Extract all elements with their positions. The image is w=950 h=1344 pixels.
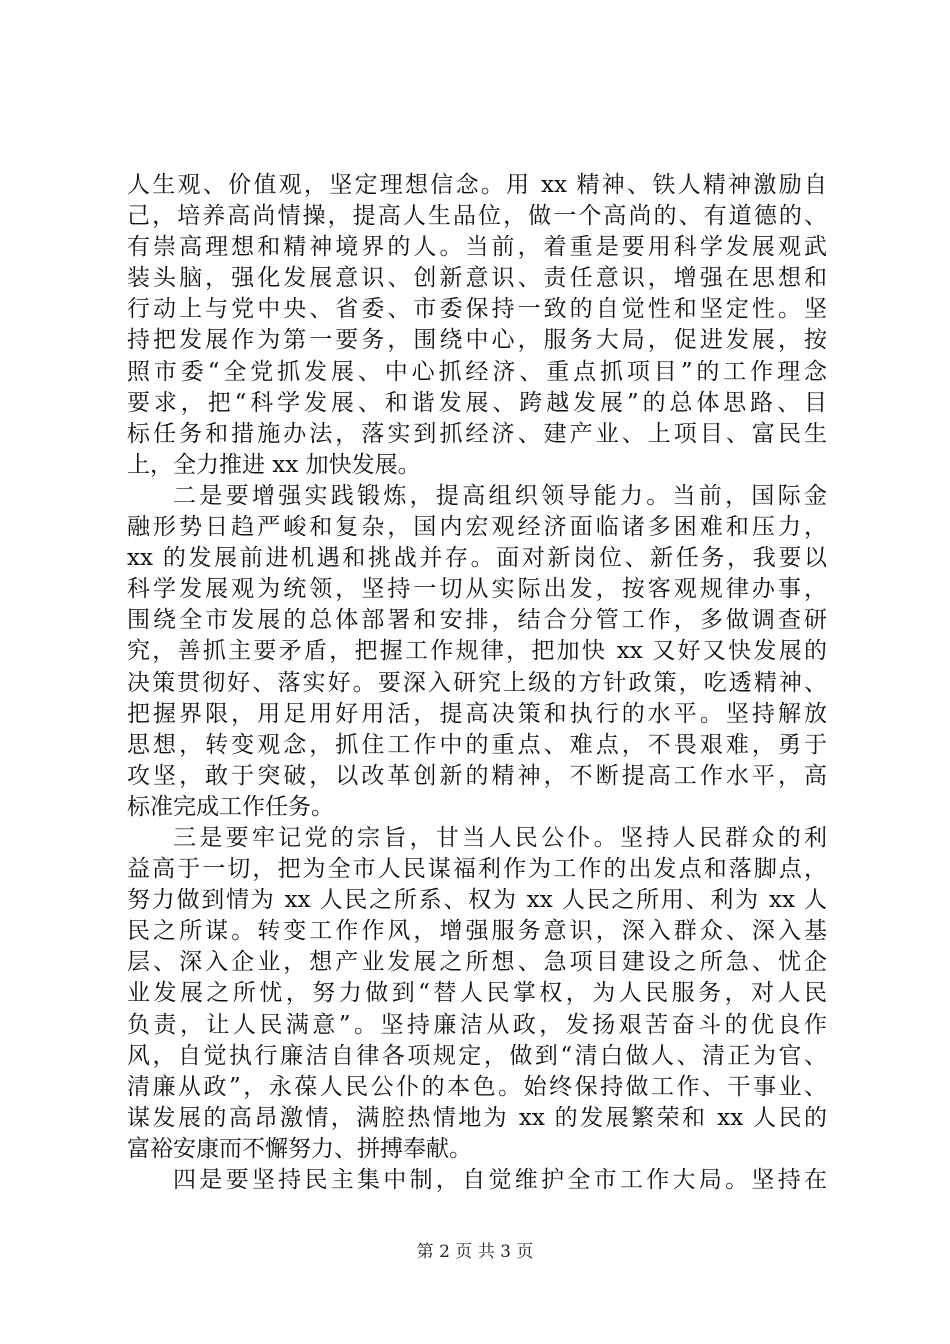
text-line: 业发展之所忧，努力做到“替人民掌权，为人民服务，对人民 (127, 980, 827, 1007)
document-body (127, 170, 827, 1196)
text-line: 二是要增强实践锻炼，提高组织领导能力。当前，国际金 (173, 482, 827, 509)
text-line: 有崇高理想和精神境界的人。当前，着重是要用科学发展观武 (127, 234, 827, 261)
text-line: 要求，把“科学发展、和谐发展、跨越发展”的总体思路、目 (127, 389, 827, 416)
text-line: 把握界限，用足用好用活，提高决策和执行的水平。坚持解放 (127, 700, 827, 727)
text-line: 人生观、价值观，坚定理想信念。用 xx 精神、铁人精神激励自 (127, 172, 827, 198)
text-line: 四是要坚持民主集中制，自觉维护全市工作大局。坚持在 (173, 1167, 827, 1193)
text-line: 照市委“全党抓发展、中心抓经济、重点抓项目”的工作理念 (127, 358, 827, 385)
text-line: 风，自觉执行廉洁自律各项规定，做到“清白做人、清正为官、 (127, 1042, 827, 1069)
text-line: 上，全力推进 xx 加快发展。 (127, 451, 421, 478)
text-line: 谋发展的高昂激情，满腔热情地为 xx 的发展繁荣和 xx 人民的 (127, 1104, 827, 1131)
text-line: 标任务和措施办法，落实到抓经济、建产业、上项目、富民生 (127, 420, 827, 447)
page-footer: 第 2 页 共 3 页 (416, 1242, 534, 1262)
text-line: 三是要牢记党的宗旨，甘当人民公仆。坚持人民群众的利 (173, 824, 827, 851)
text-line: 标准完成工作任务。 (127, 793, 334, 820)
text-line: 攻坚，敢于突破，以改革创新的精神，不断提高工作水平，高 (127, 762, 827, 789)
text-line: 富裕安康而不懈努力、拼搏奉献。 (127, 1135, 472, 1162)
text-line: 思想，转变观念，抓住工作中的重点、难点，不畏艰难，勇于 (127, 731, 827, 758)
text-line: 己，培养高尚情操，提高人生品位，做一个高尚的、有道德的、 (127, 203, 827, 230)
text-line: 益高于一切，把为全市人民谋福利作为工作的出发点和落脚点， (127, 856, 827, 883)
text-line: 努力做到情为 xx 人民之所系、权为 xx 人民之所用、利为 xx 人 (127, 887, 827, 914)
text-line: 层、深入企业，想产业发展之所想、急项目建设之所急、忧企 (127, 949, 827, 976)
text-line: 决策贯彻好、落实好。要深入研究上级的方针政策，吃透精神、 (127, 669, 827, 696)
text-line: xx 的发展前进机遇和挑战并存。面对新岗位、新任务，我要以 (127, 545, 827, 572)
text-line: 科学发展观为统领，坚持一切从实际出发，按客观规律办事， (127, 576, 827, 603)
text-line: 负责，让人民满意”。坚持廉洁从政，发扬艰苦奋斗的优良作 (127, 1011, 827, 1038)
text-line: 行动上与党中央、省委、市委保持一致的自觉性和坚定性。坚 (127, 296, 827, 323)
text-line: 装头脑，强化发展意识、创新意识、责任意识，增强在思想和 (127, 265, 827, 292)
text-line: 民之所谋。转变工作作风，增强服务意识，深入群众、深入基 (127, 918, 827, 945)
text-line: 融形势日趋严峻和复杂，国内宏观经济面临诸多困难和压力， (127, 514, 827, 541)
text-line: 究，善抓主要矛盾，把握工作规律，把加快 xx 又好又快发展的 (127, 638, 827, 665)
text-line: 持把发展作为第一要务，围绕中心，服务大局，促进发展，按 (127, 327, 827, 354)
text-line: 围绕全市发展的总体部署和安排，结合分管工作，多做调查研 (127, 607, 827, 634)
text-line: 清廉从政”，永葆人民公仆的本色。始终保持做工作、干事业、 (127, 1073, 827, 1100)
